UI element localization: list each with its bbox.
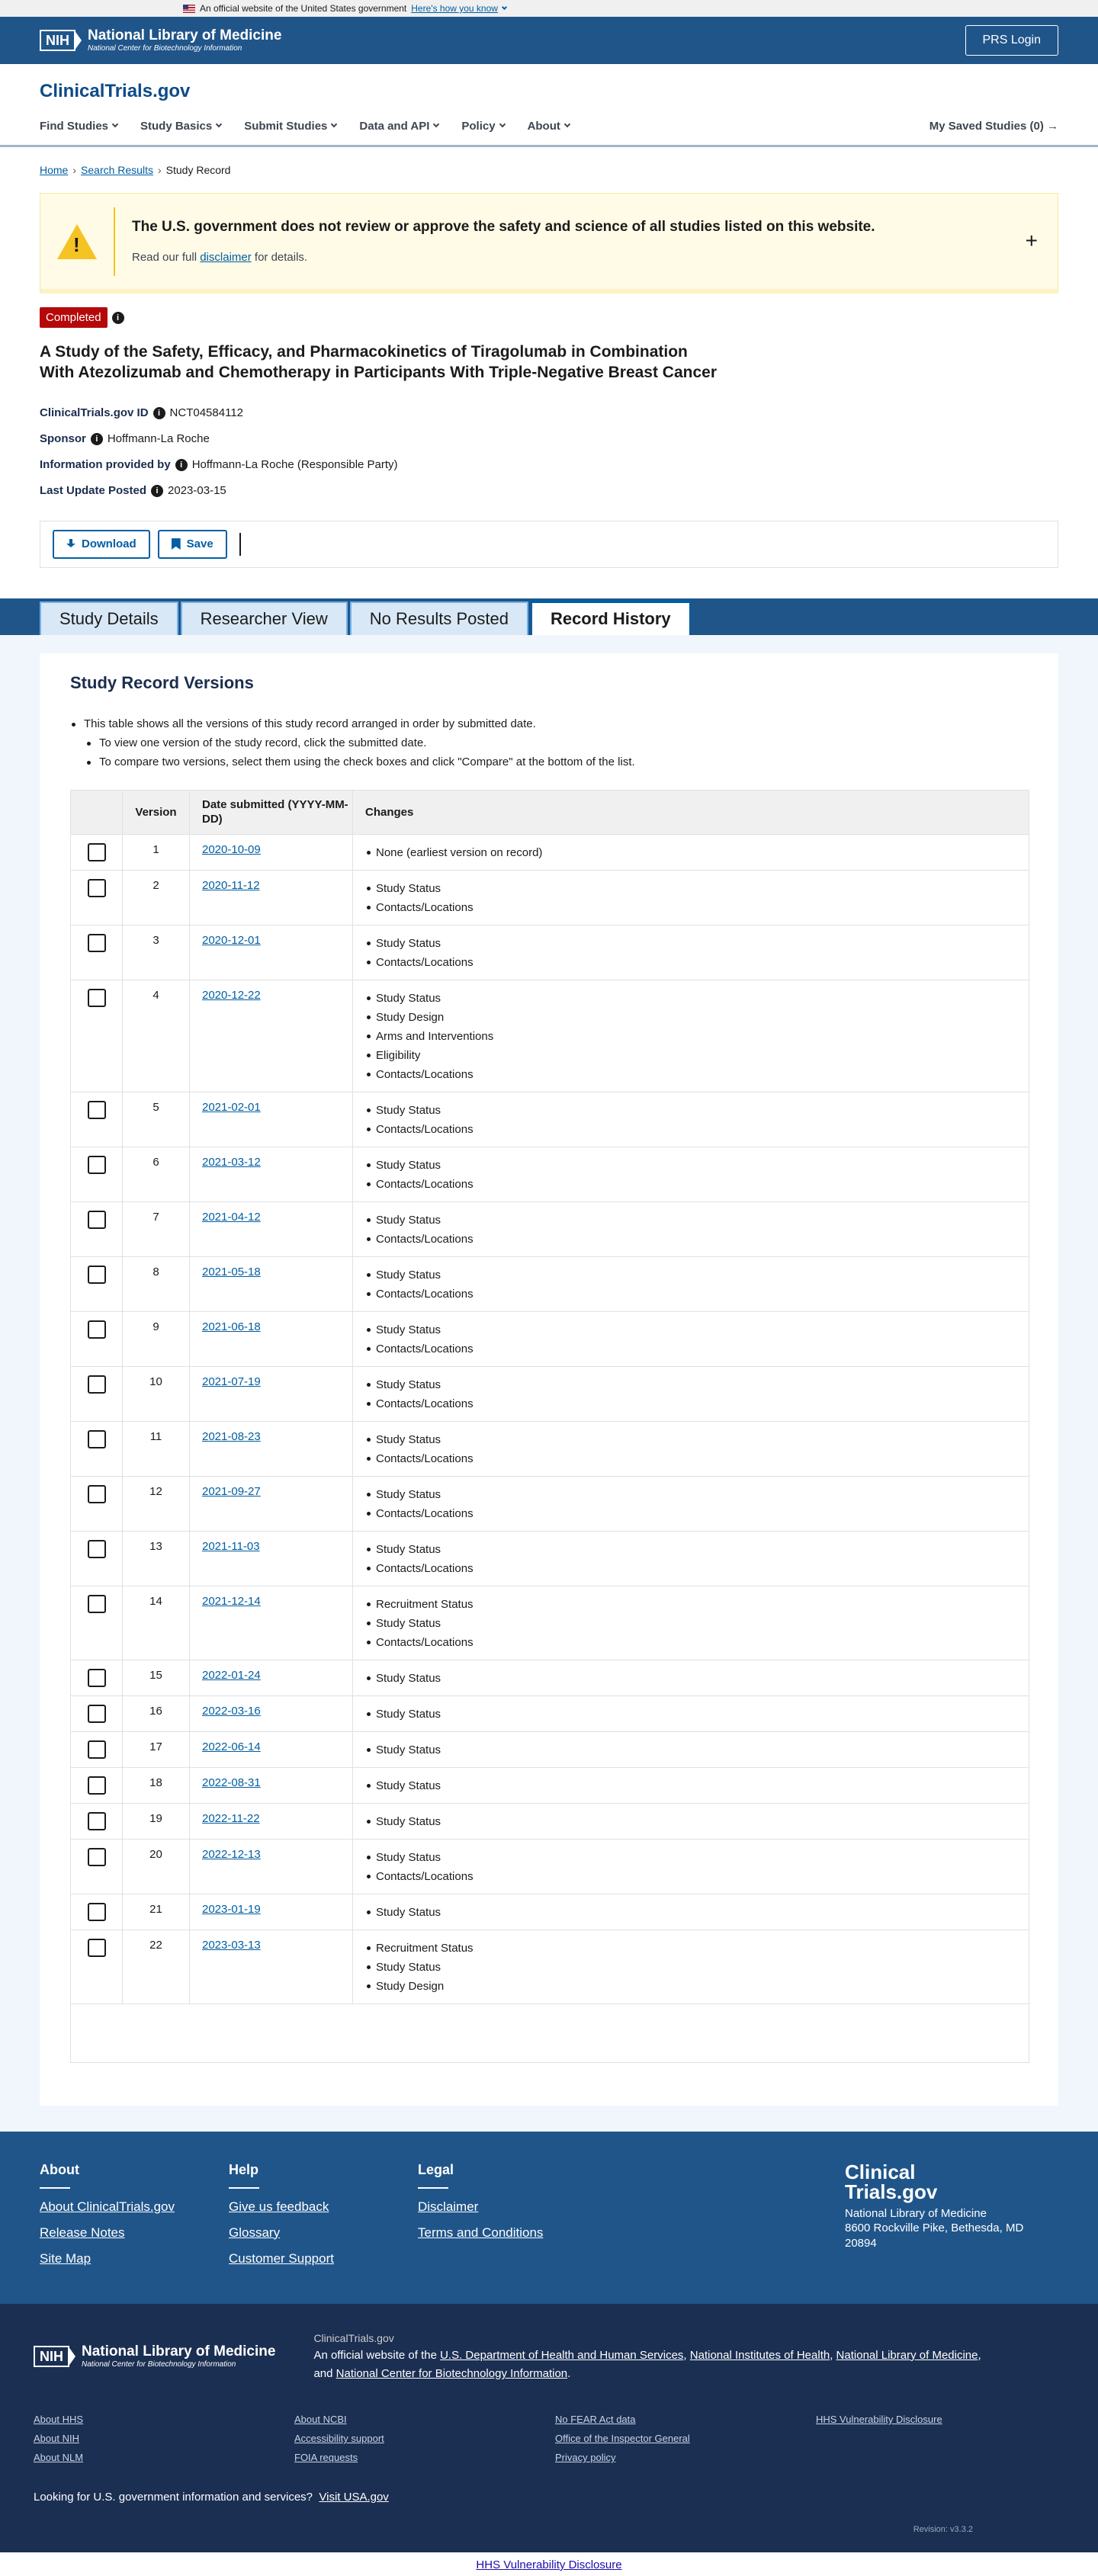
nlm-logo[interactable] [40,28,281,53]
change-item: Study Status [365,1320,1029,1339]
table-footer [71,2004,1029,2062]
footer-col-title: Legal [418,2162,607,2189]
table-body [71,835,1029,2004]
compare-checkbox[interactable] [88,1375,106,1394]
footer-bottom-link[interactable]: About NLM [34,2451,84,2463]
table-row [71,1422,1029,1477]
changes-list [365,1848,1029,1886]
intro-item: To compare two versions, select them using the check boxes and click "Compare" at the bottom of the list. [85,755,1028,768]
version-number: 16 [123,1696,190,1731]
nlm-subtitle: National Center for Biotechnology Information [82,2359,236,2369]
site-header [0,64,1098,147]
saved-label: My Saved Studies (0) [929,119,1044,133]
nlm-title: National Library of Medicine [88,27,282,44]
change-item: Contacts/Locations [365,1394,1029,1413]
footer-link[interactable]: Give us feedback [229,2199,329,2214]
breadcrumb-home[interactable]: Home [40,164,69,176]
change-item: Contacts/Locations [365,898,1029,917]
version-date-link[interactable]: 2022-03-16 [202,1704,261,1718]
change-item: Study Status [365,1903,1029,1922]
breadcrumb-separator-icon: › [157,164,162,176]
change-item: Arms and Interventions [365,1027,1029,1046]
info-icon[interactable]: i [153,407,165,419]
footer-link[interactable]: Customer Support [229,2250,334,2266]
disclaimer-alert [40,193,1058,294]
footer-link[interactable]: Release Notes [40,2225,125,2240]
compare-checkbox[interactable] [88,1669,106,1687]
compare-checkbox[interactable] [88,1211,106,1229]
bookmark-icon [172,538,181,550]
footer-col-title: Help [229,2162,418,2189]
changes-list [365,1740,1029,1760]
table-row [71,925,1029,980]
table-row [71,1840,1029,1894]
site-logo[interactable] [40,64,1058,107]
change-item: Study Status [365,1958,1029,1977]
alert-title: The U.S. government does not review or approve the safety and science of all studies listed on this website. [132,219,875,235]
table-row [71,1312,1029,1367]
compare-checkbox[interactable] [88,1320,106,1339]
version-number: 10 [123,1367,190,1421]
change-item: Study Status [365,879,1029,898]
footer-bottom-link[interactable]: About NIH [34,2432,79,2444]
nih-logo-icon: NIH [34,2346,69,2367]
warning-icon: ! [57,224,97,259]
versions-intro [70,717,1028,768]
version-date-link[interactable]: 2022-12-13 [202,1847,261,1861]
compare-checkbox[interactable] [88,1740,106,1759]
table-row [71,1367,1029,1422]
info-icon[interactable]: i [112,312,124,324]
revision: Revision: v3.3.2 [913,2524,973,2534]
vulnerability-disclosure-link[interactable]: HHS Vulnerability Disclosure [476,2558,622,2571]
change-item: Study Status [365,1430,1029,1449]
version-number: 18 [123,1768,190,1803]
footer-bottom-link[interactable]: Accessibility support [294,2432,384,2444]
compare-checkbox[interactable] [88,1485,106,1503]
table-row [71,871,1029,925]
changes-list [365,879,1029,917]
nav-label: Policy [461,119,496,133]
change-item: Eligibility [365,1046,1029,1065]
compare-checkbox[interactable] [88,1540,106,1558]
breadcrumb-current: Study Record [165,164,231,176]
footer-col-title: About [40,2162,229,2189]
footer-bottom-link[interactable]: No FEAR Act data [555,2413,636,2425]
breadcrumb [0,147,1098,193]
change-item: Contacts/Locations [365,1559,1029,1578]
change-item: Study Status [365,1705,1029,1724]
change-item: None (earliest version on record) [365,843,1029,862]
change-item: Recruitment Status [365,1939,1029,1958]
nlm-subtitle: National Center for Biotechnology Information [88,43,242,53]
footer-col-legal [418,2162,607,2281]
version-date-link[interactable]: 2021-11-03 [202,1539,260,1553]
status-badge: Completed [40,307,108,328]
version-date-link[interactable]: 2021-02-01 [202,1100,261,1114]
gov-banner-text: An official website of the United States government [200,3,407,14]
tab-record-history[interactable]: Record History [531,600,691,635]
nav-policy[interactable] [461,120,504,133]
meta-label: Sponsor [40,432,86,446]
nav-label: Find Studies [40,119,108,133]
version-number: 4 [123,980,190,1092]
chevron-down-icon [216,121,222,127]
change-item: Study Status [365,1375,1029,1394]
version-number: 12 [123,1477,190,1531]
changes-list [365,1266,1029,1304]
nav-submit-studies[interactable] [244,120,336,133]
change-item: Contacts/Locations [365,1230,1029,1249]
tab-no-results-posted[interactable]: No Results Posted [350,601,528,635]
changes-list [365,1430,1029,1468]
footer-brand [845,2162,1058,2281]
version-number: 17 [123,1732,190,1767]
heres-how-you-know-link[interactable]: Here's how you know [411,3,498,14]
versions-table [70,790,1029,2063]
version-number: 11 [123,1422,190,1476]
version-number: 19 [123,1804,190,1839]
version-date-link[interactable]: 2023-01-19 [202,1902,261,1916]
chevron-down-icon [564,121,570,127]
version-number: 5 [123,1092,190,1147]
tab-study-details[interactable]: Study Details [40,601,178,635]
compare-checkbox[interactable] [88,1939,106,1957]
save-label: Save [186,537,214,551]
versions-title: Study Record Versions [70,672,254,692]
version-date-link[interactable]: 2022-06-14 [202,1740,261,1753]
version-date-link[interactable]: 2020-10-09 [202,842,261,856]
meta-value: Hoffmann-La Roche [107,432,210,446]
version-number: 15 [123,1660,190,1695]
nav-label: Study Basics [140,119,213,133]
change-item: Study Status [365,1101,1029,1120]
version-number: 13 [123,1532,190,1586]
table-row [71,1202,1029,1257]
footer-address: National Library of Medicine 8600 Rockville Pike, Bethesda, MD 20894 [845,2206,1024,2250]
download-icon [66,539,75,550]
version-number: 9 [123,1312,190,1366]
version-date-link[interactable]: 2021-07-19 [202,1375,261,1388]
version-number: 22 [123,1930,190,2003]
download-button[interactable] [53,530,150,559]
version-date-link[interactable]: 2020-12-22 [202,988,261,1002]
changes-list [365,934,1029,972]
meta-label: Last Update Posted [40,484,147,498]
version-date-link[interactable]: 2020-11-12 [202,878,260,892]
expand-plus-icon[interactable]: + [1025,229,1038,252]
change-item: Contacts/Locations [365,953,1029,972]
nav-label: About [527,119,560,133]
us-flag-icon [183,5,195,13]
version-number: 3 [123,925,190,980]
meta-label: Information provided by [40,458,171,472]
breadcrumb-separator-icon: › [72,164,77,176]
nav-find-studies[interactable] [40,120,117,133]
chevron-down-icon [112,121,118,127]
change-item: Contacts/Locations [365,1867,1029,1886]
changes-list [365,1375,1029,1413]
nav-about[interactable] [528,120,570,133]
version-date-link[interactable]: 2021-04-12 [202,1210,261,1224]
change-item: Contacts/Locations [365,1120,1029,1139]
version-number: 20 [123,1840,190,1894]
info-icon[interactable]: i [175,459,188,471]
header-changes: Changes [365,805,414,819]
version-date-link[interactable]: 2021-03-12 [202,1155,261,1169]
version-number: 6 [123,1147,190,1201]
changes-list [365,1320,1029,1359]
header-version: Version [123,791,190,834]
table-row [71,1660,1029,1696]
changes-list [365,1485,1029,1523]
study-actions [40,521,1058,568]
change-item: Study Design [365,1977,1029,1996]
footer-nlm-logo[interactable] [34,2330,275,2383]
change-item: Study Status [365,1540,1029,1559]
footer-bottom-link[interactable]: FOIA requests [294,2451,358,2463]
meta-value: 2023-03-15 [168,484,226,498]
footer-col-help [229,2162,418,2281]
meta-id [40,400,1058,426]
footer-bottom [0,2304,1098,2552]
change-item: Study Status [365,1812,1029,1831]
change-item: Study Status [365,1669,1029,1688]
version-date-link[interactable]: 2021-06-18 [202,1320,261,1333]
versions-panel [40,653,1058,2106]
version-number: 14 [123,1586,190,1660]
breadcrumb-search-results[interactable]: Search Results [81,164,153,176]
change-item: Contacts/Locations [365,1339,1029,1359]
compare-checkbox[interactable] [88,1776,106,1795]
compare-checkbox[interactable] [88,1848,106,1866]
changes-list [365,1211,1029,1249]
compare-checkbox[interactable] [88,1812,106,1830]
nlm-link[interactable]: National Library of Medicine [836,2348,978,2362]
compare-checkbox[interactable] [88,1430,106,1448]
change-item: Study Status [365,934,1029,953]
change-item: Contacts/Locations [365,1633,1029,1652]
version-date-link[interactable]: 2022-01-24 [202,1668,261,1682]
version-number: 7 [123,1202,190,1256]
divider [239,533,241,556]
table-row [71,1147,1029,1202]
table-row [71,1532,1029,1586]
change-item: Study Status [365,989,1029,1008]
change-item: Study Status [365,1266,1029,1285]
changes-list [365,1939,1029,1996]
compare-checkbox[interactable] [88,879,106,897]
changes-list [365,1812,1029,1831]
chevron-down-icon [502,4,507,9]
changes-list [365,1595,1029,1652]
nih-link[interactable]: National Institutes of Health [689,2348,830,2362]
change-item: Study Status [365,1156,1029,1175]
table-row [71,1930,1029,2004]
table-row [71,1586,1029,1660]
chevron-down-icon [331,121,337,127]
study-meta [40,400,1058,504]
save-button[interactable] [158,530,227,559]
changes-list [365,1705,1029,1724]
nih-logo-icon: NIH [40,30,75,51]
table-row [71,1092,1029,1147]
meta-label: ClinicalTrials.gov ID [40,406,149,420]
footer-site-name: ClinicalTrials.gov [313,2331,394,2344]
disclaimer-link[interactable]: disclaimer [200,251,252,264]
version-number: 1 [123,835,190,870]
alert-text: Read our full disclaimer for details. [132,251,308,264]
footer-bottom-link[interactable]: Privacy policy [555,2451,616,2463]
intro-item: To view one version of the study record, click the submitted date. [85,736,1028,749]
change-item: Contacts/Locations [365,1065,1029,1084]
header-select [71,791,123,834]
nav-study-basics[interactable] [140,120,221,133]
change-item: Contacts/Locations [365,1175,1029,1194]
footer-link[interactable]: Disclaimer [418,2199,479,2214]
table-row [71,1257,1029,1312]
record-history-content [0,635,1098,2132]
main-nav [40,107,1058,145]
change-item: Study Status [365,1776,1029,1795]
compare-checkbox[interactable] [88,989,106,1007]
changes-list [365,1540,1029,1578]
tab-researcher-view[interactable]: Researcher View [181,601,348,635]
meta-value: NCT04584112 [169,406,243,420]
hhs-link[interactable]: U.S. Department of Health and Human Services [440,2348,684,2362]
compare-checkbox[interactable] [88,1101,106,1119]
footer-top [0,2132,1098,2304]
footer-bottom-link[interactable]: About NCBI [294,2413,347,2425]
change-item: Contacts/Locations [365,1504,1029,1523]
nlm-title: National Library of Medicine [82,2343,276,2359]
change-item: Study Status [365,1614,1029,1633]
version-date-link[interactable]: 2021-08-23 [202,1429,261,1443]
version-number: 21 [123,1894,190,1930]
chevron-down-icon [499,121,505,127]
compare-checkbox[interactable] [88,1156,106,1174]
study-tabs [0,598,1098,635]
info-icon[interactable]: i [91,433,103,445]
footer-link[interactable]: Site Map [40,2250,92,2266]
gov-banner [0,0,1098,17]
version-date-link[interactable]: 2022-08-31 [202,1776,261,1789]
change-item: Study Status [365,1848,1029,1867]
study-title: A Study of the Safety, Efficacy, and Pharmacokinetics of Tiragolumab in Combination With Atezolizumab and Chemotherapy in Participants With Triple-Negative Breast Cancer [40,343,718,382]
nav-data-and-api[interactable] [359,120,438,133]
usa-gov-link[interactable]: Visit USA.gov [319,2490,389,2504]
version-date-link[interactable]: 2020-12-01 [202,933,261,947]
footer-col-about [40,2162,229,2281]
version-date-link[interactable]: 2021-09-27 [202,1484,261,1498]
table-row [71,980,1029,1092]
footer-bottom-link[interactable]: HHS Vulnerability Disclosure [816,2413,942,2425]
meta-last-update [40,478,1058,504]
changes-list [365,1903,1029,1922]
nlm-header [0,17,1098,64]
footer-official: ClinicalTrials.gov An official website of the U.S. Department of Health and Human Services, National Institutes of Health, National Library of Medicine, and National Center for Biotechnology Information. [313,2330,981,2383]
ncbi-link[interactable]: National Center for Biotechnology Information [336,2366,568,2380]
changes-list [365,1776,1029,1795]
changes-list [365,1156,1029,1194]
table-row [71,1732,1029,1768]
table-row [71,1894,1029,1930]
version-date-link[interactable]: 2022-11-22 [202,1811,260,1825]
footer-bottom-link[interactable]: About HHS [34,2413,84,2425]
version-date-link[interactable]: 2021-05-18 [202,1265,261,1278]
usa-gov-line: Looking for U.S. government information and services? Visit USA.gov [34,2490,389,2504]
change-item: Study Status [365,1740,1029,1760]
meta-value: Hoffmann-La Roche (Responsible Party) [191,458,398,472]
change-item: Contacts/Locations [365,1449,1029,1468]
table-row [71,1768,1029,1804]
info-icon[interactable]: i [151,485,163,497]
compare-checkbox[interactable] [88,1705,106,1723]
arrow-right-icon: → [1047,119,1058,133]
nav-label: Submit Studies [244,119,328,133]
version-number: 2 [123,871,190,925]
change-item: Contacts/Locations [365,1285,1029,1304]
my-saved-studies-link[interactable] [929,120,1058,133]
footer-link[interactable]: Glossary [229,2225,281,2240]
changes-list [365,1101,1029,1139]
compare-checkbox[interactable] [88,934,106,952]
meta-sponsor [40,426,1058,452]
table-row [71,1804,1029,1840]
table-row [71,835,1029,871]
version-number: 8 [123,1257,190,1311]
changes-list [365,843,1029,862]
footer-link[interactable]: Terms and Conditions [418,2225,544,2240]
status-row [40,307,1058,328]
meta-provided-by [40,452,1058,478]
table-header [71,791,1029,835]
chevron-down-icon [433,121,439,127]
prs-login-button[interactable]: PRS Login [965,25,1059,56]
intro-item: This table shows all the versions of this study record arranged in order by submitted date. [70,717,1028,730]
vulnerability-disclosure [0,2552,1098,2576]
table-row [71,1477,1029,1532]
table-row [71,1696,1029,1732]
download-label: Download [82,537,136,551]
changes-list [365,1669,1029,1688]
nav-label: Data and API [359,119,430,133]
compare-checkbox[interactable] [88,843,106,861]
change-item: Recruitment Status [365,1595,1029,1614]
change-item: Study Design [365,1008,1029,1027]
version-date-link[interactable]: 2021-12-14 [202,1594,261,1608]
footer-links-grid [34,2414,1064,2463]
compare-checkbox[interactable] [88,1595,106,1613]
header-date: Date submitted (YYYY-MM-DD) [190,791,353,834]
site-logo-text: ClinicalTrials.gov [40,81,191,101]
footer-bottom-link[interactable]: Office of the Inspector General [555,2432,690,2444]
compare-checkbox[interactable] [88,1266,106,1284]
compare-checkbox[interactable] [88,1903,106,1921]
change-item: Study Status [365,1211,1029,1230]
footer-logo[interactable]: Clinical Trials.gov [845,2160,938,2203]
changes-list [365,989,1029,1084]
footer-link[interactable]: About ClinicalTrials.gov [40,2199,175,2214]
change-item: Study Status [365,1485,1029,1504]
version-date-link[interactable]: 2023-03-13 [202,1938,261,1952]
